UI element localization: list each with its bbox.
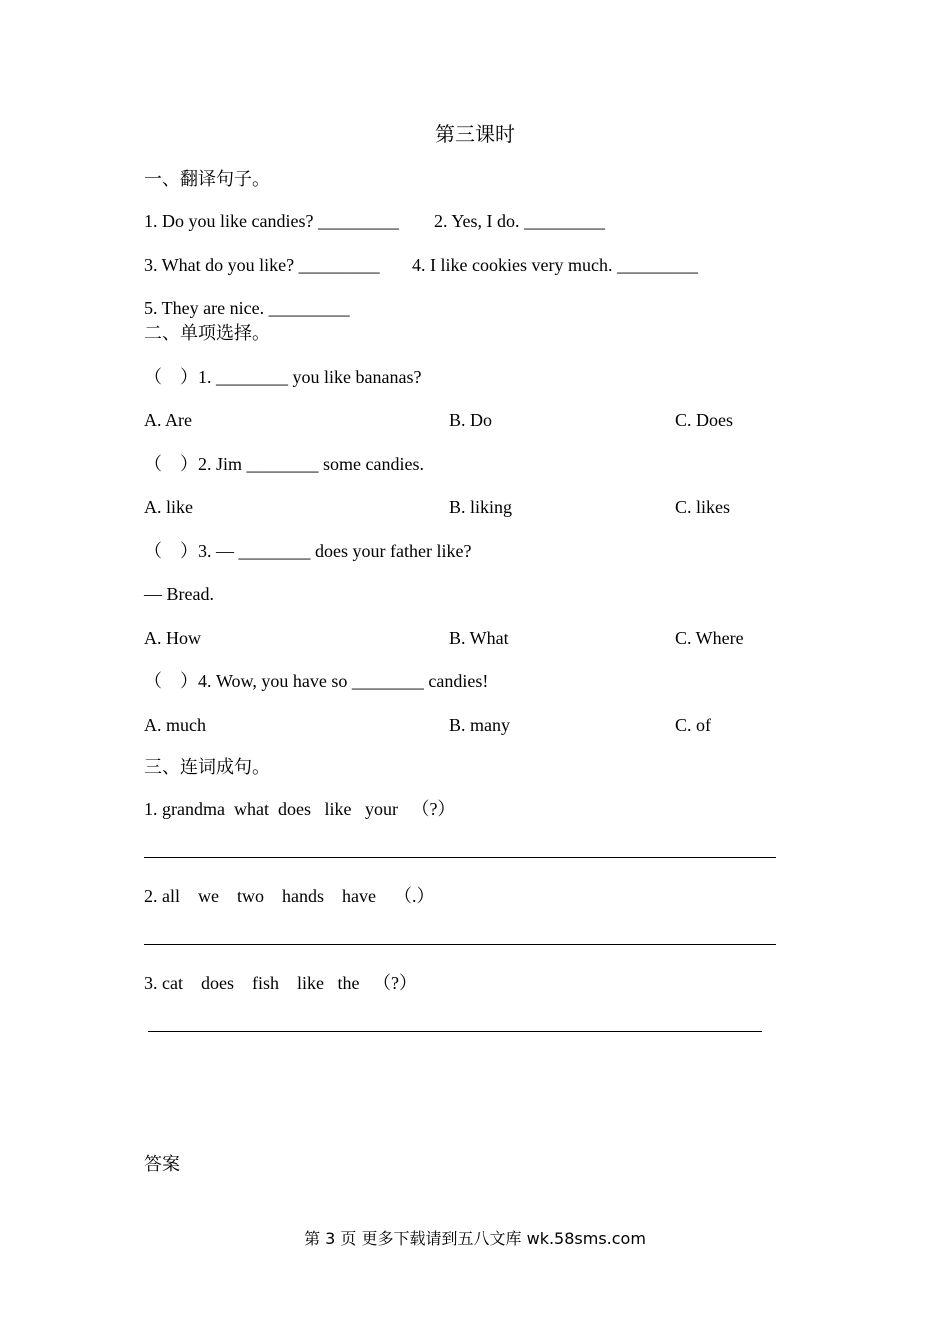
option-b: B. Do <box>449 410 493 430</box>
option-b: B. many <box>449 715 510 735</box>
order-item: 3. cat does fish like the （?） <box>144 973 417 993</box>
question-stem: （ ）2. Jim ________ some candies. <box>144 454 424 474</box>
option-c: C. Where <box>675 628 744 648</box>
question-stem: （ ）1. ________ you like bananas? <box>144 367 422 387</box>
option-b: B. What <box>449 628 509 648</box>
section-heading-order: 三、连词成句。 <box>144 757 270 777</box>
translate-item: 1. Do you like candies? _________ <box>144 211 399 231</box>
question-reply: — Bread. <box>144 584 214 604</box>
answer-line <box>144 944 776 945</box>
translate-item: 2. Yes, I do. _________ <box>434 211 606 231</box>
option-c: C. likes <box>675 497 731 517</box>
option-c: C. Does <box>675 410 733 430</box>
option-a: A. How <box>144 628 201 648</box>
answer-line <box>144 857 776 858</box>
order-item: 2. all we two hands have （.） <box>144 886 435 906</box>
order-item: 1. grandma what does like your （?） <box>144 799 456 819</box>
option-a: A. like <box>144 497 193 517</box>
option-c: C. of <box>675 715 711 735</box>
option-a: A. much <box>144 715 206 735</box>
section-heading-choice: 二、单项选择。 <box>144 323 270 343</box>
page-footer: 第 3 页 更多下载请到五八文库 wk.58sms.com <box>304 1229 646 1248</box>
option-b: B. liking <box>449 497 513 517</box>
option-a: A. Are <box>144 410 192 430</box>
question-stem: （ ）4. Wow, you have so ________ candies! <box>144 671 489 691</box>
section-heading-translate: 一、翻译句子。 <box>144 169 270 189</box>
question-stem: （ ）3. — ________ does your father like? <box>144 541 472 561</box>
page-title: 第三课时 <box>435 124 515 146</box>
answer-line <box>148 1031 762 1032</box>
translate-item: 5. They are nice. _________ <box>144 298 350 318</box>
translate-item: 4. I like cookies very much. _________ <box>412 255 698 275</box>
answers-heading: 答案 <box>144 1154 180 1174</box>
translate-item: 3. What do you like? _________ <box>144 255 380 275</box>
